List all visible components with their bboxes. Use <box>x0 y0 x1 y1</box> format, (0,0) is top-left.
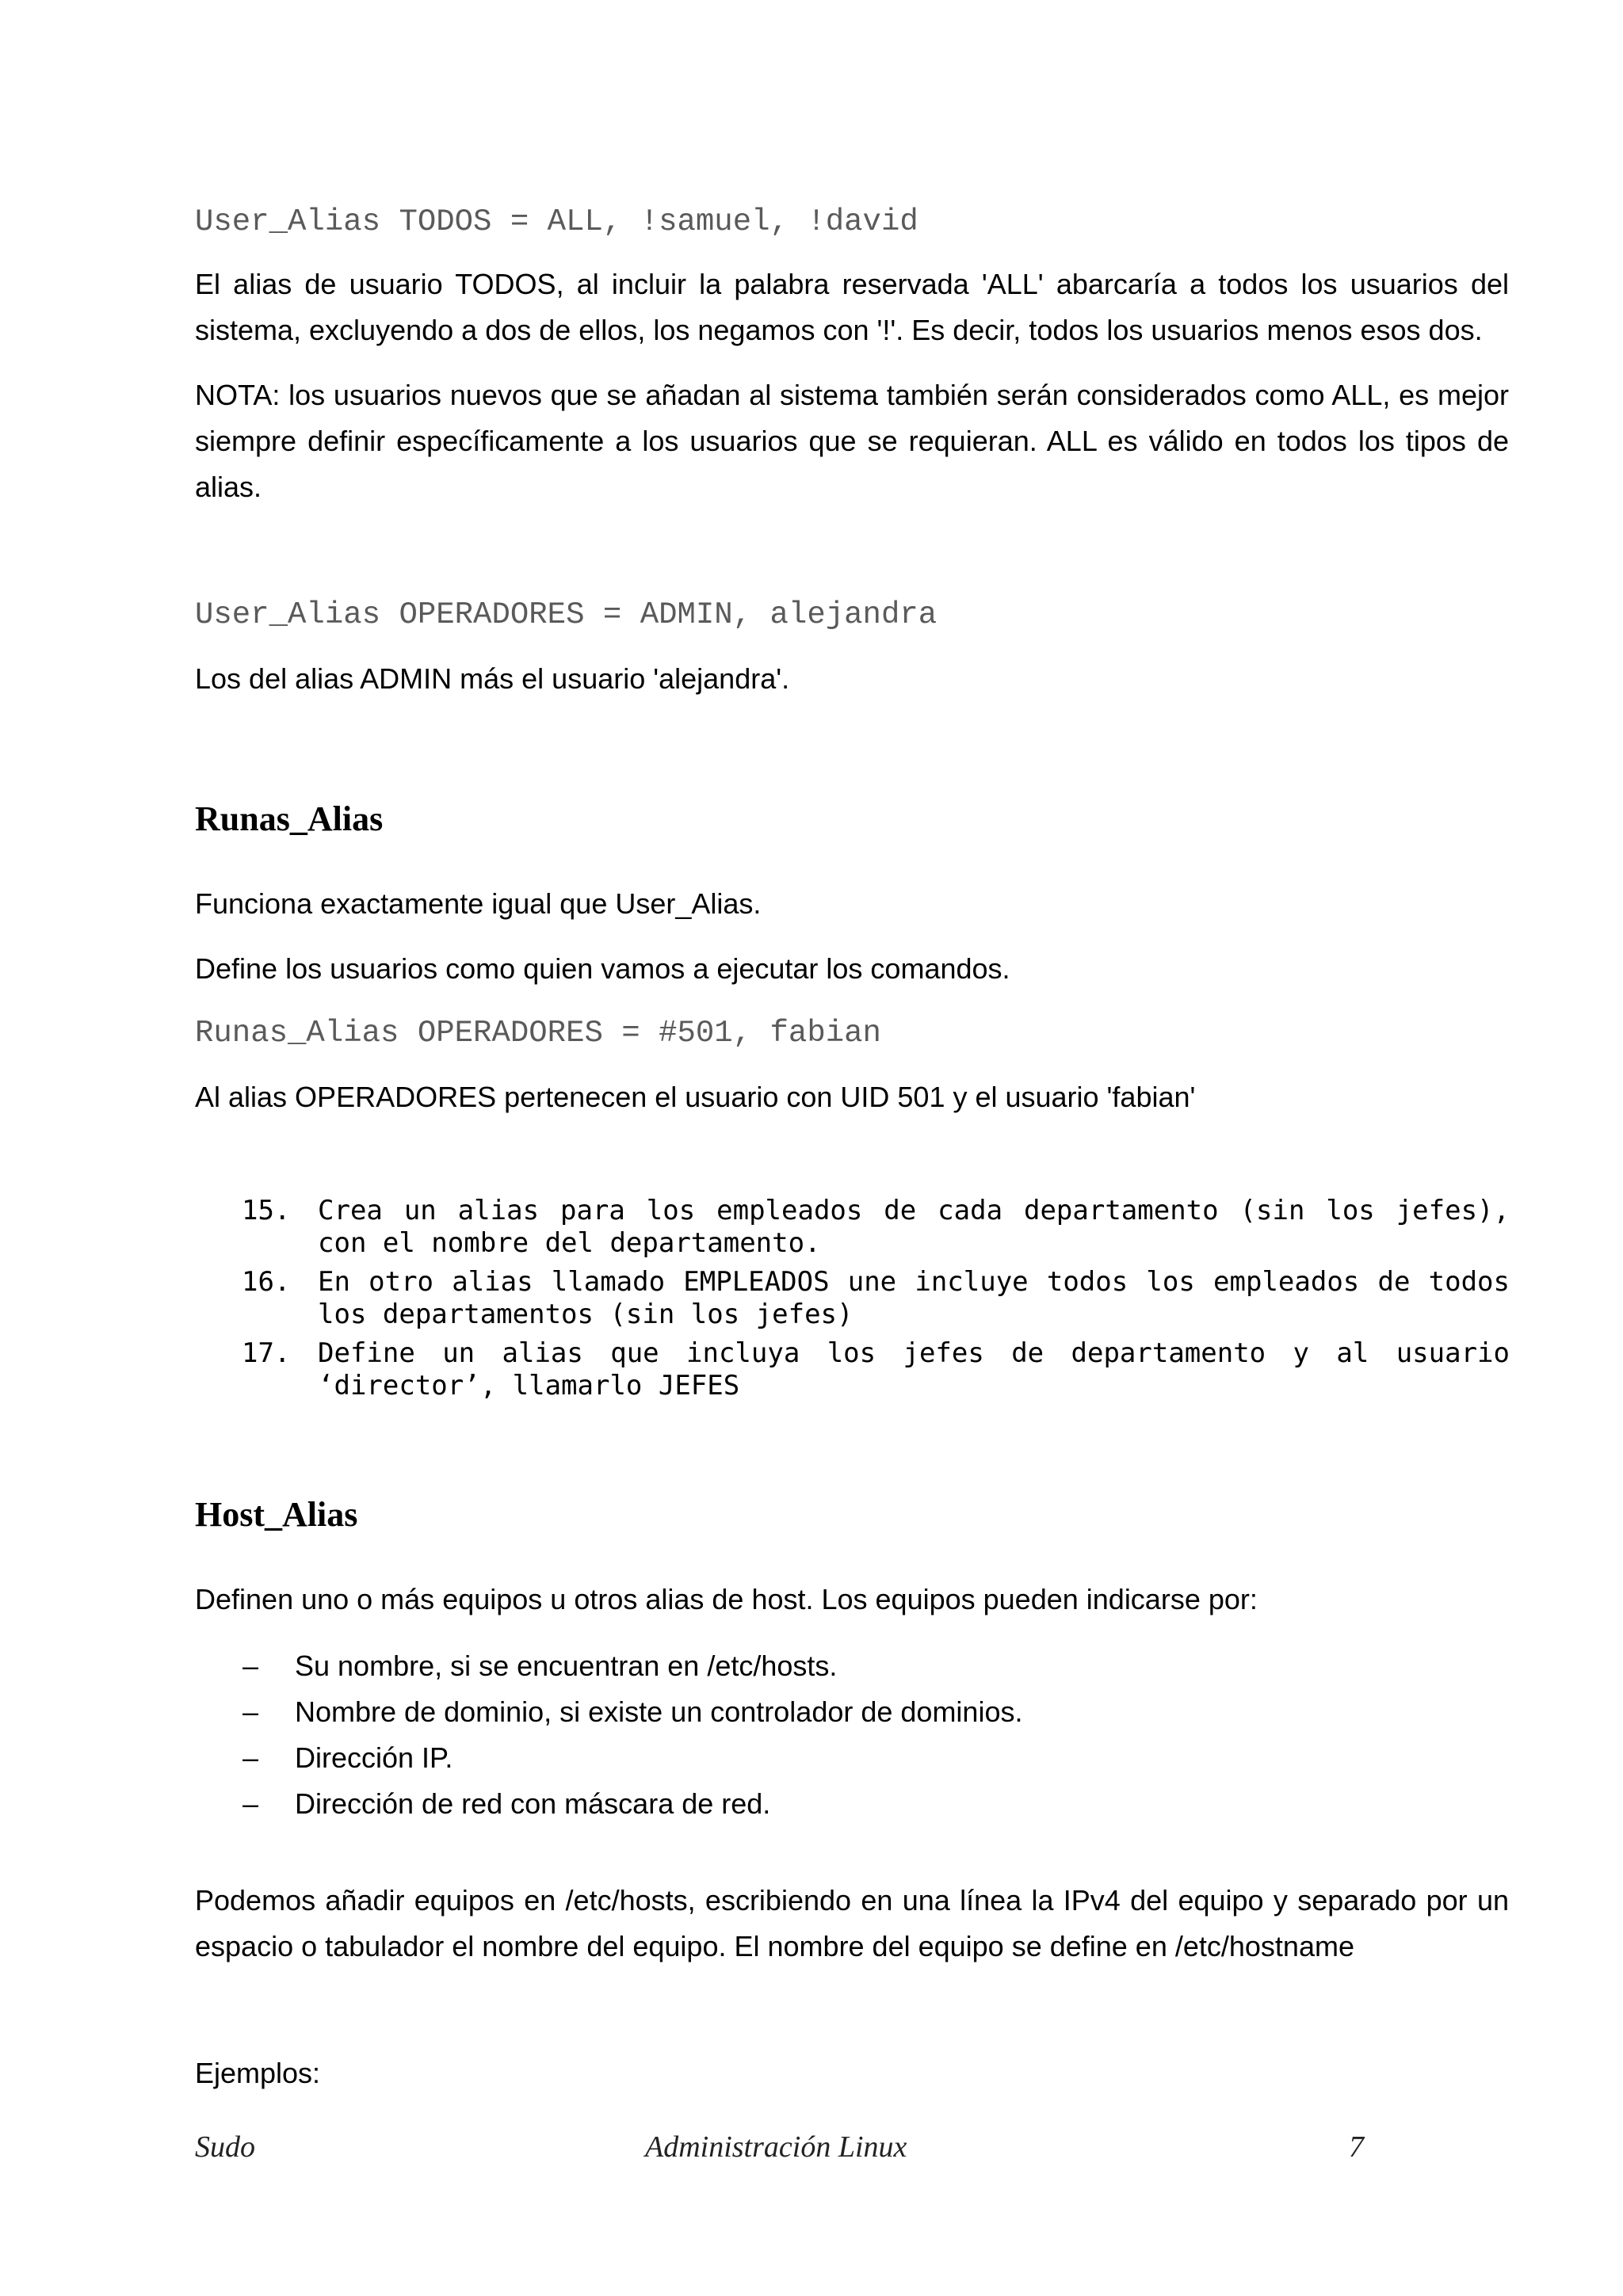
heading-runas-alias: Runas_Alias <box>195 799 384 838</box>
list-item-text: Nombre de dominio, si existe un controlador de dominios. <box>295 1695 1023 1728</box>
paragraph-runas-2: Define los usuarios como quien vamos a ejecutar los comandos. <box>195 952 1010 985</box>
list-item <box>242 1781 1510 1827</box>
list-item-text: Dirección IP. <box>295 1741 453 1774</box>
bullet-list <box>242 1643 1510 1827</box>
bullet-dash: – <box>242 1650 259 1682</box>
paragraph-todos-explanation: El alias de usuario TODOS, al incluir la palabra reservada 'ALL' abarcaría a todos los usuarios del sistema, excluyendo a dos de ellos, los negamos con '!'. Es decir, todos los usuarios menos esos dos. <box>195 268 1509 346</box>
paragraph-operadores: Los del alias ADMIN más el usuario 'alejandra'. <box>195 662 790 695</box>
exercise-text: Crea un alias para los empleados de cada departamento (sin los jefes), con el nombre del departamento. <box>318 1195 1510 1259</box>
bullet-dash: – <box>242 1695 259 1728</box>
paragraph-host-1: Definen uno o más equipos u otros alias de host. Los equipos pueden indicarse por: <box>195 1583 1258 1615</box>
exercise-text: En otro alias llamado EMPLEADOS une incluye todos los empleados de todos los departamentos (sin los jefes) <box>318 1266 1510 1330</box>
exercise-item <box>242 1195 1510 1260</box>
code-user-alias-operadores: User_Alias OPERADORES = ADMIN, alejandra <box>195 597 938 632</box>
exercise-number: 15. <box>242 1195 291 1226</box>
footer-center: Administración Linux <box>645 2130 907 2164</box>
paragraph-runas-1: Funciona exactamente igual que User_Alias. <box>195 887 762 920</box>
paragraph-host-2: Podemos añadir equipos en /etc/hosts, escribiendo en una línea la IPv4 del equipo y separado por un espacio o tabulador el nombre del equipo. El nombre del equipo se define en /etc/hostname <box>195 1884 1509 1962</box>
exercise-number: 17. <box>242 1337 291 1369</box>
exercise-list <box>242 1195 1510 1402</box>
footer-left: Sudo <box>195 2130 255 2164</box>
heading-host-alias: Host_Alias <box>195 1495 358 1534</box>
footer-page-number: 7 <box>1349 2130 1364 2164</box>
exercise-item <box>242 1337 1510 1402</box>
list-item <box>242 1643 1510 1689</box>
code-runas-alias: Runas_Alias OPERADORES = #501, fabian <box>195 1016 881 1051</box>
list-item-text: Su nombre, si se encuentran en /etc/hosts. <box>295 1650 838 1682</box>
paragraph-nota: NOTA: los usuarios nuevos que se añadan al sistema también serán considerados como ALL, es mejor siempre definir específicamente a los usuarios que se requieran. ALL es válido en todos los tipos de alias. <box>195 379 1509 503</box>
exercise-number: 16. <box>242 1266 291 1298</box>
exercise-item <box>242 1266 1510 1331</box>
bullet-dash: – <box>242 1741 259 1774</box>
list-item-text: Dirección de red con máscara de red. <box>295 1787 771 1820</box>
list-item <box>242 1689 1510 1735</box>
paragraph-runas-3: Al alias OPERADORES pertenecen el usuario con UID 501 y el usuario 'fabian' <box>195 1081 1196 1113</box>
list-item <box>242 1735 1510 1781</box>
paragraph-ejemplos: Ejemplos: <box>195 2057 321 2089</box>
exercise-text: Define un alias que incluya los jefes de departamento y al usuario ‘director’, llamarlo JEFES <box>318 1337 1510 1402</box>
code-user-alias-todos: User_Alias TODOS = ALL, !samuel, !david <box>195 204 918 239</box>
bullet-dash: – <box>242 1787 259 1820</box>
